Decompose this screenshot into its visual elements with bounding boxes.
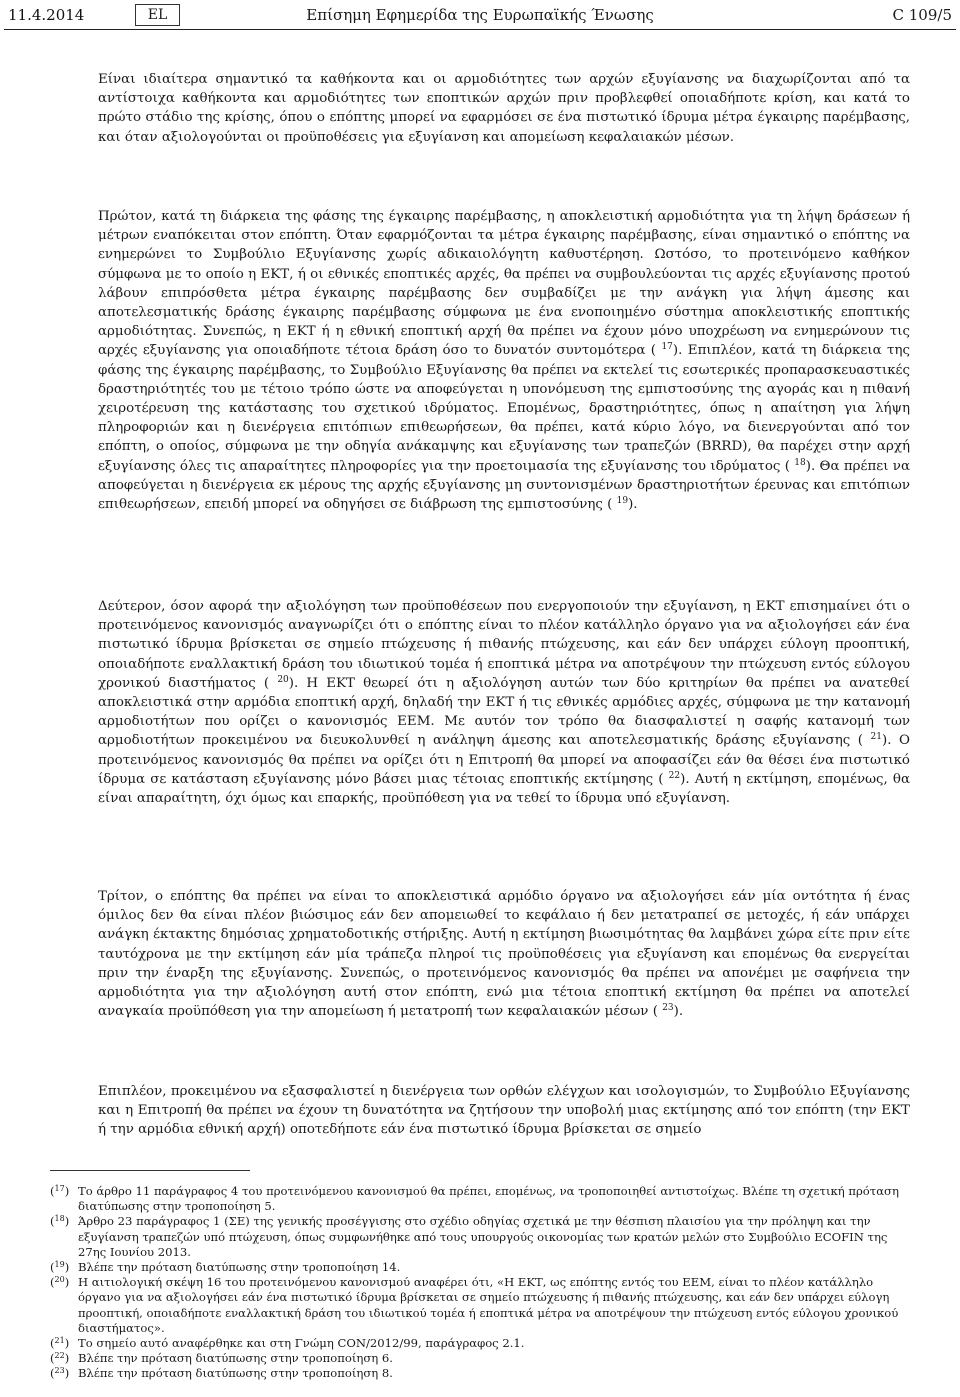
paragraph-text: Δεύτερον, όσον αφορά την αξιολόγηση των προϋποθέσεων που ενεργοποιούν την εξυγίανση, η ΕΚΤ επισημαίνει ότι ο προτεινόμενος κανονισμός αναγνωρίζει ότι ο επόπτης είναι το πλέον κατάλληλο όργανο για να αξιολογήσει εάν ένα πιστωτικό ίδρυμα βρίσκεται σε σημείο πτώχευσης ή πιθανής πτώχευσης, και εάν δεν υπάρχει εύλογη προοπτική, οποιαδήποτε εναλλακτική δράση του ιδιωτικού τομέα ή εποπτικά μέτρα να αποτρέψουν την πτώχευση εντός εύλογου χρονικού διαστήματος ( — [98, 599, 910, 691]
footnote-text: Η αιτιολογική σκέψη 16 του προτεινόμενου κανονισμού αναφέρει ότι, «Η ΕΚΤ, ως επόπτης εντός του ΕΕΜ, είναι το πλέον κατάλληλο όργανο για να αξιολογήσει εάν ένα πιστωτικό ίδρυμα βρίσκεται σε σημείο πτώχευσης ή πιθανής πτώχευσης, και εάν δεν υπάρχει εύλογη προοπτική, οποιαδήποτε εναλλακτική δράση του ιδιωτικού τομέα ή εποπτικά μέτρα να αποτρέψουν την πτώχευση εντός εύλογου χρονικού διαστήματος». — [78, 1275, 899, 1335]
footnote-number: ($^{23}$) — [50, 1366, 70, 1381]
paragraph-text: ). Αυτή η εκτίμηση, επομένως, θα είναι απαραίτητη, όχι όμως και επαρκής, προϋπόθεση για να τεθεί το ίδρυμα υπό εξυγίανση. — [98, 771, 910, 807]
paragraph-text: ). Επιπλέον, κατά τη διάρκεια της φάσης της έγκαιρης παρέμβασης, το Συμβούλιο Εξυγίανσης θα πρέπει να εκτελεί τις εσωτερικές προπαρασκευαστικές δραστηριότητές του με τέτοιο τρόπο ώστε να αποφεύγεται η υπονόμευση της εμπιστοσύνης της αγοράς και η πιθανή χειροτέρευση της κατάστασης του σχετικού ιδρύματος. Επομένως, δραστηριότητες, όπως η απαίτηση για λήψη πληροφοριών και η διενέργεια επιτόπιων επιθεωρήσεων, θα πρέπει, κατά κύριο λόγο, να διενεργούνται από τον επόπτη, ο οποίος, σύμφωνα με την οδηγία ανάκαμψης και εξυγίανσης των τραπεζών (BRRD), θα παρέχει στην αρχή εξυγίανσης όλες τις απαραίτητες πληροφορίες για την προετοιμασία της εξυγίανσης του ιδρύματος ( — [98, 343, 910, 474]
paragraph-4 — [98, 887, 910, 1021]
paragraph-text: ). Η ΕΚΤ θεωρεί ότι η αξιολόγηση αυτών των δύο κριτηρίων θα πρέπει να ανατεθεί αποκλειστικά στην αρμόδια εποπτική αρχή, δηλαδή την ΕΚΤ ή τις εθνικές αρμόδιες αρχές, σύμφωνα με την κατανομή αρμοδιοτήτων που ορίζει ο κανονισμός ΕΕΜ. Με αυτόν τον τρόπο θα διασφαλιστεί η σαφής κατανομή των αρμοδιοτήτων προκειμένου να διευκολυνθεί η ανάληψη άμεσης και αποτελεσματικής δράσης εξυγίανσης ( — [98, 675, 911, 749]
footnote-19 — [50, 1260, 910, 1275]
footnote-22 — [50, 1351, 910, 1366]
footnote-number: ($^{19}$) — [50, 1260, 70, 1275]
footnote-ref: 22 — [668, 770, 681, 781]
header-rule — [4, 29, 956, 30]
footnote-text: Βλέπε την πρόταση διατύπωσης στην τροποποίηση 8. — [78, 1366, 393, 1381]
footnote-20 — [50, 1275, 910, 1336]
footnote-text: Βλέπε την πρόταση διατύπωσης στην τροποποίηση 6. — [78, 1351, 393, 1366]
footnote-text: Βλέπε την πρόταση διατύπωσης στην τροποποίηση 14. — [78, 1260, 401, 1275]
footnote-ref: 18 — [794, 457, 806, 468]
paragraph-text: ). — [628, 497, 638, 513]
footnote-number: ($^{20}$) — [50, 1275, 70, 1290]
footnote-text: Άρθρο 23 παράγραφος 1 (ΣΕ) της γενικής προσέγγισης στο σχέδιο οδηγίας σχετικά με την θέσπιση πλαισίου για την πρόληψη και την εξυγίανση τραπεζών υπό πτώχευση, όπως συμφωνήθηκε από τους υπουργούς οικονομίας των κρατών μελών στο Συμβούλιο ECOFIN της 27ης Ιουνίου 2013. — [78, 1214, 888, 1259]
paragraph-2 — [98, 207, 910, 514]
footnote-ref: 20 — [277, 674, 289, 685]
footnote-21 — [50, 1336, 910, 1351]
page-number: C 109/5 — [892, 6, 952, 24]
header-date: 11.4.2014 — [8, 6, 85, 24]
footnotes — [50, 1184, 910, 1382]
footnote-number: ($^{22}$) — [50, 1351, 70, 1366]
footnote-text: Το άρθρο 11 παράγραφος 4 του προτεινόμενου κανονισμού θα πρέπει, επομένως, να τροποποιηθεί αντιστοίχως. Βλέπε τη σχετική πρόταση διατύπωσης στην τροποποίηση 5. — [78, 1184, 899, 1214]
paragraph-text: Είναι ιδιαίτερα σημαντικό τα καθήκοντα και οι αρμοδιότητες των αρχών εξυγίανσης να διαχωρίζονται από τα αντίστοιχα καθήκοντα και αρμοδιότητες των εποπτικών αρχών πριν προβλεφθεί οποιαδήποτε κρίση, και κατά το πρώτο στάδιο της κρίσης, όπου ο επόπτης μπορεί να εφαρμόσει σε ένα πιστωτικό ίδρυμα μέτρα έγκαιρης παρέμβασης, και όταν αξιολογούνται οι προϋποθέσεις για εξυγίανση και απομείωση κεφαλαιακών μέσων. — [98, 72, 910, 145]
footnote-17 — [50, 1184, 910, 1214]
footnote-23 — [50, 1366, 910, 1381]
footnote-ref: 23 — [662, 1003, 674, 1014]
footnote-number: ($^{17}$) — [50, 1184, 70, 1198]
footnote-ref: 21 — [870, 732, 882, 743]
footnote-18 — [50, 1214, 910, 1260]
paragraph-3 — [98, 597, 910, 808]
paragraph-text: ). Ο προτεινόμενος κανονισμός θα πρέπει να ορίζει ότι η Επιτροπή θα μπορεί να αποφασίζει εάν θα θέσει ένα πιστωτικό ίδρυμα σε κατάσταση εξυγίανσης μόνο βάσει μιας τέτοιας εποπτικής εκτίμησης ( — [98, 733, 910, 787]
paragraph-1 — [98, 70, 910, 147]
footnote-ref: 17 — [661, 342, 673, 353]
footnote-ref: 19 — [616, 496, 629, 507]
footnote-text: Το σημείο αυτό αναφέρθηκε και στη Γνώμη CON/2012/99, παράγραφος 2.1. — [78, 1336, 525, 1351]
paragraph-text: Τρίτον, ο επόπτης θα πρέπει να είναι το αποκλειστικά αρμόδιο όργανο να αξιολογήσει εάν μία οντότητα ή ένας όμιλος δεν θα είναι πλέον βιώσιμος εάν δεν απομειωθεί το κεφάλαιο ή δεν μετατραπεί σε μετοχές, ή εάν υπάρχει ανάγκη έκτακτης δημόσιας χρηματοδοτικής στήριξης. Αυτή η εκτίμηση βιωσιμότητας θα λαμβάνει χώρα είτε πριν είτε ταυτόχρονα με την εκτίμηση εάν μία τράπεζα πληροί τις προϋποθέσεις για εξυγίανση και επομένως θα ενεργείται πριν την έναρξη της εξυγίανσης. Συνεπώς, ο προτεινόμενος κανονισμός θα πρέπει να απονέμει με σαφήνεια την αρμοδιότητα για την αξιολόγηση αυτή στον επόπτη, ενώ μια τέτοια εποπτική εκτίμηση θα πρέπει να αποτελεί αναγκαία προϋπόθεση για την απομείωση ή μετατροπή των κεφαλαιακών μέσων ( — [98, 889, 910, 1020]
paragraph-5 — [98, 1082, 910, 1140]
paragraph-text: Επιπλέον, προκειμένου να εξασφαλιστεί η διενέργεια των ορθών ελέγχων και ισολογισμών, το Συμβούλιο Εξυγίανσης και η Επιτροπή θα πρέπει να έχουν τη δυνατότητα να ζητήσουν την υποβολή μιας εκτίμησης από τον επόπτη (την ΕΚΤ ή την αρμόδια εθνική αρχή) οποτεδήποτε εάν ένα πιστωτικό ίδρυμα βρίσκεται σε σημείο — [98, 1084, 910, 1138]
language-box: EL — [135, 4, 180, 26]
paragraph-text: Πρώτον, κατά τη διάρκεια της φάσης της έγκαιρης παρέμβασης, η αποκλειστική αρμοδιότητα για τη λήψη δράσεων ή μέτρων εναπόκειται στον επόπτη. Όταν εφαρμόζονται τα μέτρα έγκαιρης παρέμβασης, είναι σημαντικό ο επόπτης να ενημερώνει το Συμβούλιο Εξυγίανσης χωρίς αδικαιολόγητη καθυστέρηση. Ωστόσο, το προτεινόμενο καθήκον σύμφωνα με το οποίο η ΕΚΤ, ή οι εθνικές εποπτικές αρχές, θα πρέπει να συμβουλεύονται τις αρχές εξυγίανσης προτού λάβουν επιπρόσθετα μέτρα έγκαιρης παρέμβασης δεν συμβαδίζει με την ανάγκη για λήψη άμεσης και αποτελεσματικής δράσης έγκαιρης παρέμβασης σύμφωνα με ένα ενοποιημένο σύστημα αποκλειστικής εποπτικής αρμοδιότητας. Συνεπώς, η ΕΚΤ ή η εθνική εποπτική αρχή θα πρέπει να έχουν μόνο υποχρέωση να ενημερώνουν τις αρχές εξυγίανσης για οποιαδήποτε τέτοια δράση όσο το δυνατόν συντομότερα ( — [98, 209, 910, 359]
paragraph-text: ). Θα πρέπει να αποφεύγεται η διενέργεια εκ μέρους της αρχής εξυγίανσης μη συντονισμένων δραστηριοτήτων έρευνας και επιτόπιων επιθεωρήσεων, επειδή μπορεί να οδηγήσει σε διάβρωση της εμπιστοσύνης ( — [98, 458, 910, 513]
paragraph-text: ). — [673, 1004, 684, 1020]
footnote-number: ($^{21}$) — [50, 1336, 70, 1351]
footnote-number: ($^{18}$) — [50, 1214, 70, 1229]
footnote-rule — [50, 1170, 250, 1171]
journal-title: Επίσημη Εφημερίδα της Ευρωπαϊκής Ένωσης — [306, 6, 654, 24]
